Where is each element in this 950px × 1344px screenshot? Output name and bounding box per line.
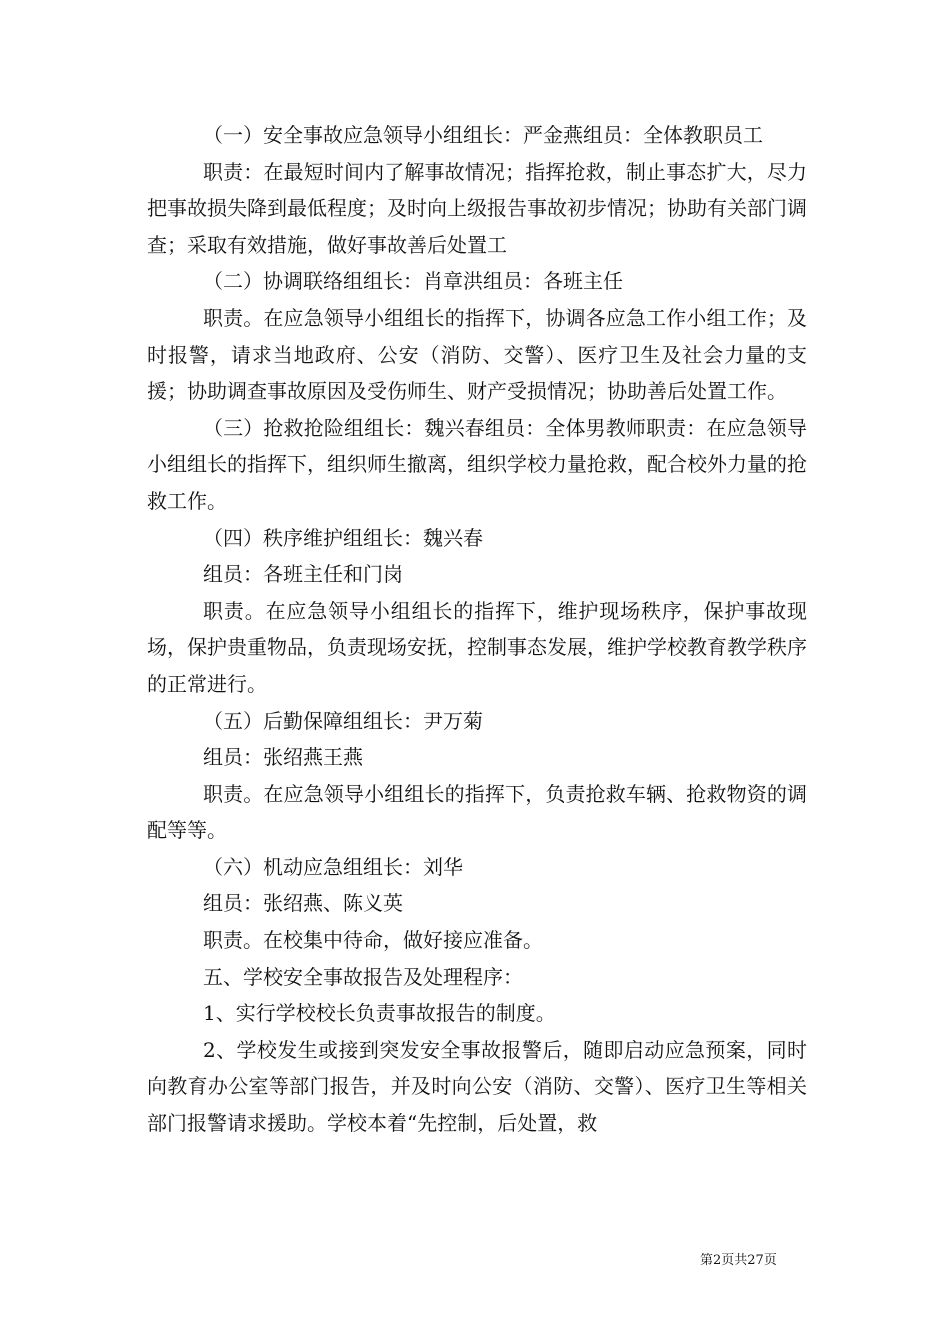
page-number-footer: 第2页共27页	[700, 1253, 777, 1268]
paragraph-section-4-title: （四）秩序维护组组长：魏兴春	[203, 525, 483, 550]
paragraph-section-6-members: 组员：张绍燕、陈义英	[203, 891, 403, 916]
paragraph-section-1-title: （一）安全事故应急领导小组组长：严金燕组员：全体教职员工	[203, 123, 763, 147]
paragraph-section-6-title: （六）机动应急组组长：刘华	[203, 854, 463, 879]
document-body	[147, 117, 807, 1142]
paragraph-section-2-duties: 职责。在应急领导小组组长的指挥下，协调各应急工作小组工作；及时报警，请求当地政府、公安（消防、交警）、医疗卫生及社会力量的支援；协助调查事故原因及受伤师生、财产受损情况；协助善后处置工作。	[147, 305, 807, 404]
paragraph-section-5-title: （五）后勤保障组组长：尹万菊	[203, 708, 483, 733]
paragraph-section-4-duties: 职责。在应急领导小组组长的指挥下，维护现场秩序，保护事故现场，保护贵重物品，负责现场安抚，控制事态发展，维护学校教育教学秩序的正常进行。	[147, 598, 807, 696]
paragraph-section-1-duties: 职责：在最短时间内了解事故情况；指挥抢救，制止事态扩大，尽力把事故损失降到最低程度；及时向上级报告事故初步情况；协助有关部门调查；采取有效措施，做好事故善后处置工	[147, 159, 807, 257]
paragraph-section-5-duties: 职责。在应急领导小组组长的指挥下，负责抢救车辆、抢救物资的调配等等。	[147, 781, 807, 843]
paragraph-section-6-duties: 职责。在校集中待命，做好接应准备。	[203, 928, 543, 953]
paragraph-item-1: 1、实行学校校长负责事故报告的制度。	[203, 1001, 556, 1026]
paragraph-item-2: 2、学校发生或接到突发安全事故报警后，随即启动应急预案，同时向教育办公室等部门报告，并及时向公安（消防、交警）、医疗卫生等相关部门报警请求援助。学校本着“先控制，后处置，救	[147, 1037, 807, 1136]
paragraph-heading-five: 五、学校安全事故报告及处理程序：	[203, 964, 523, 989]
paragraph-section-3: （三）抢救抢险组组长：魏兴春组员：全体男教师职责：在应急领导小组组长的指挥下，组织师生撤离，组织学校力量抢救，配合校外力量的抢救工作。	[147, 415, 807, 513]
paragraph-section-2-title: （二）协调联络组组长：肖章洪组员：各班主任	[203, 269, 623, 294]
paragraph-section-5-members: 组员：张绍燕王燕	[203, 745, 363, 770]
paragraph-section-4-members: 组员：各班主任和门岗	[203, 562, 403, 587]
